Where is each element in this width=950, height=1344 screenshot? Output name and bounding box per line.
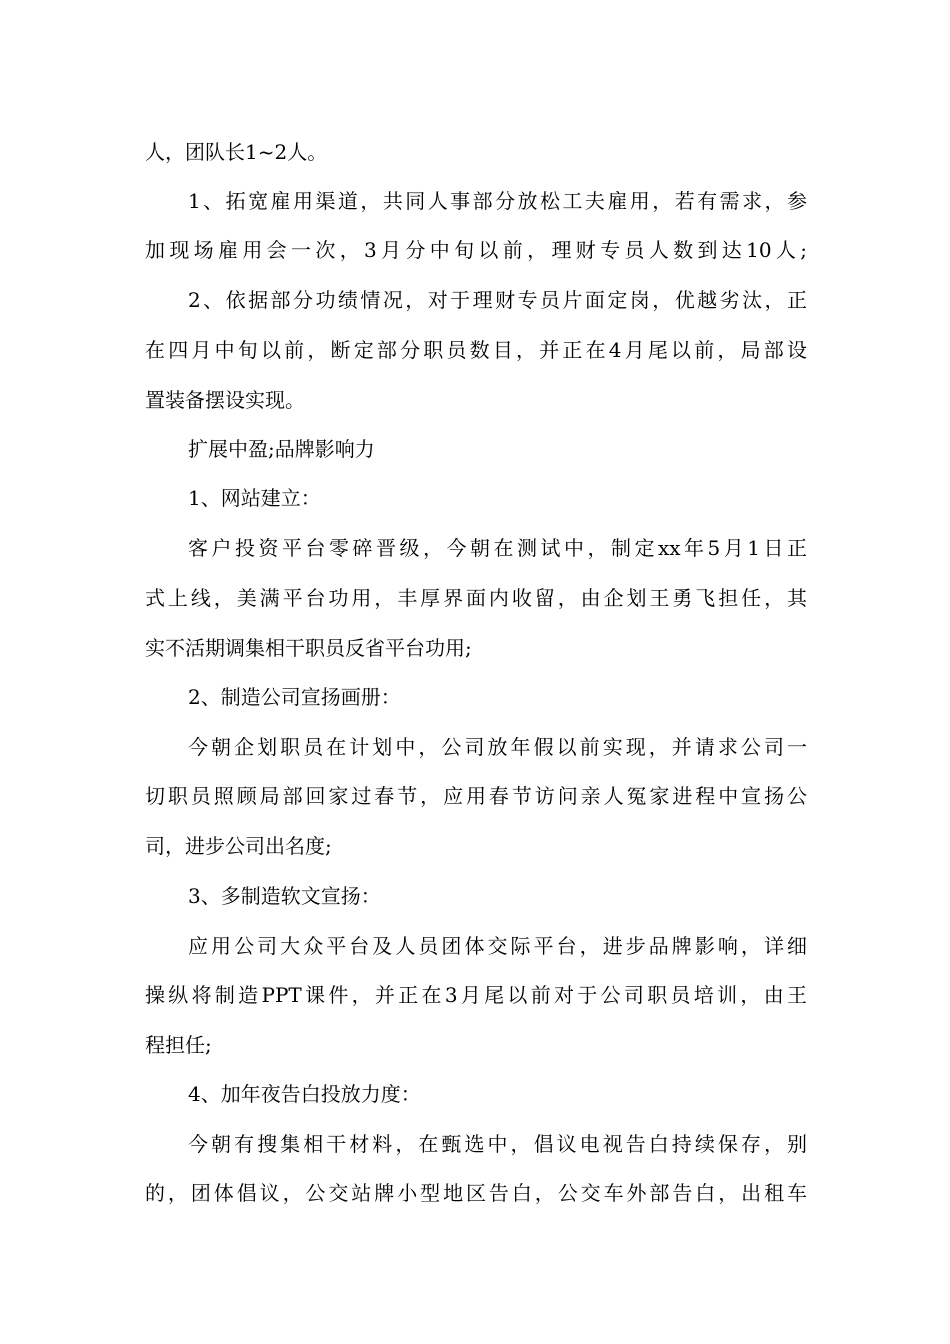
paragraph-line: 操纵将制造PPT课件，并正在3月尾以前对于公司职员培训，由王 [145,983,807,1007]
paragraph-line: 今朝有搜集相干材料，在甄选中，倡议电视告白持续保存，别 [188,1132,807,1156]
paragraph-line: 人，团队长1~2人。 [145,140,328,164]
paragraph-line: 2、依据部分功绩情况，对于理财专员片面定岗，优越劣汰，正 [188,288,807,312]
paragraph-line: 式上线，美满平台功用，丰厚界面内收留，由企划王勇飞担任，其 [145,586,807,610]
paragraph-line: 置装备摆设实现。 [145,388,305,412]
paragraph-line: 客户投资平台零碎晋级，今朝在测试中，制定xx年5月1日正 [188,536,807,560]
subsection-heading: 4、加年夜告白投放力度： [188,1082,421,1106]
paragraph-line: 的，团体倡议，公交站牌小型地区告白，公交车外部告白，出租车 [145,1181,807,1205]
subsection-heading: 2、制造公司宣扬画册： [188,685,401,709]
paragraph-line: 程担任; [145,1033,212,1057]
paragraph-line: 切职员照顾局部回家过春节，应用春节访问亲人冤家进程中宣扬公 [145,784,807,808]
paragraph-line: 司，进步公司出名度; [145,834,332,858]
paragraph-line: 今朝企划职员在计划中，公司放年假以前实现，并请求公司一 [188,735,807,759]
paragraph-line: 1、拓宽雇用渠道，共同人事部分放松工夫雇用，若有需求，参 [188,189,807,213]
paragraph-line: 实不活期调集相干职员反省平台功用; [145,636,472,660]
subsection-heading: 1、网站建立： [188,486,321,510]
paragraph-line: 在四月中旬以前，断定部分职员数目，并正在4月尾以前，局部设 [145,338,807,362]
paragraph-line: 加现场雇用会一次，3月分中旬以前，理财专员人数到达10人; [145,238,807,262]
subsection-heading: 3、多制造软文宣扬： [188,884,381,908]
section-heading: 扩展中盈;品牌影响力 [188,437,375,461]
paragraph-line: 应用公司大众平台及人员团体交际平台，进步品牌影响，详细 [188,934,807,958]
